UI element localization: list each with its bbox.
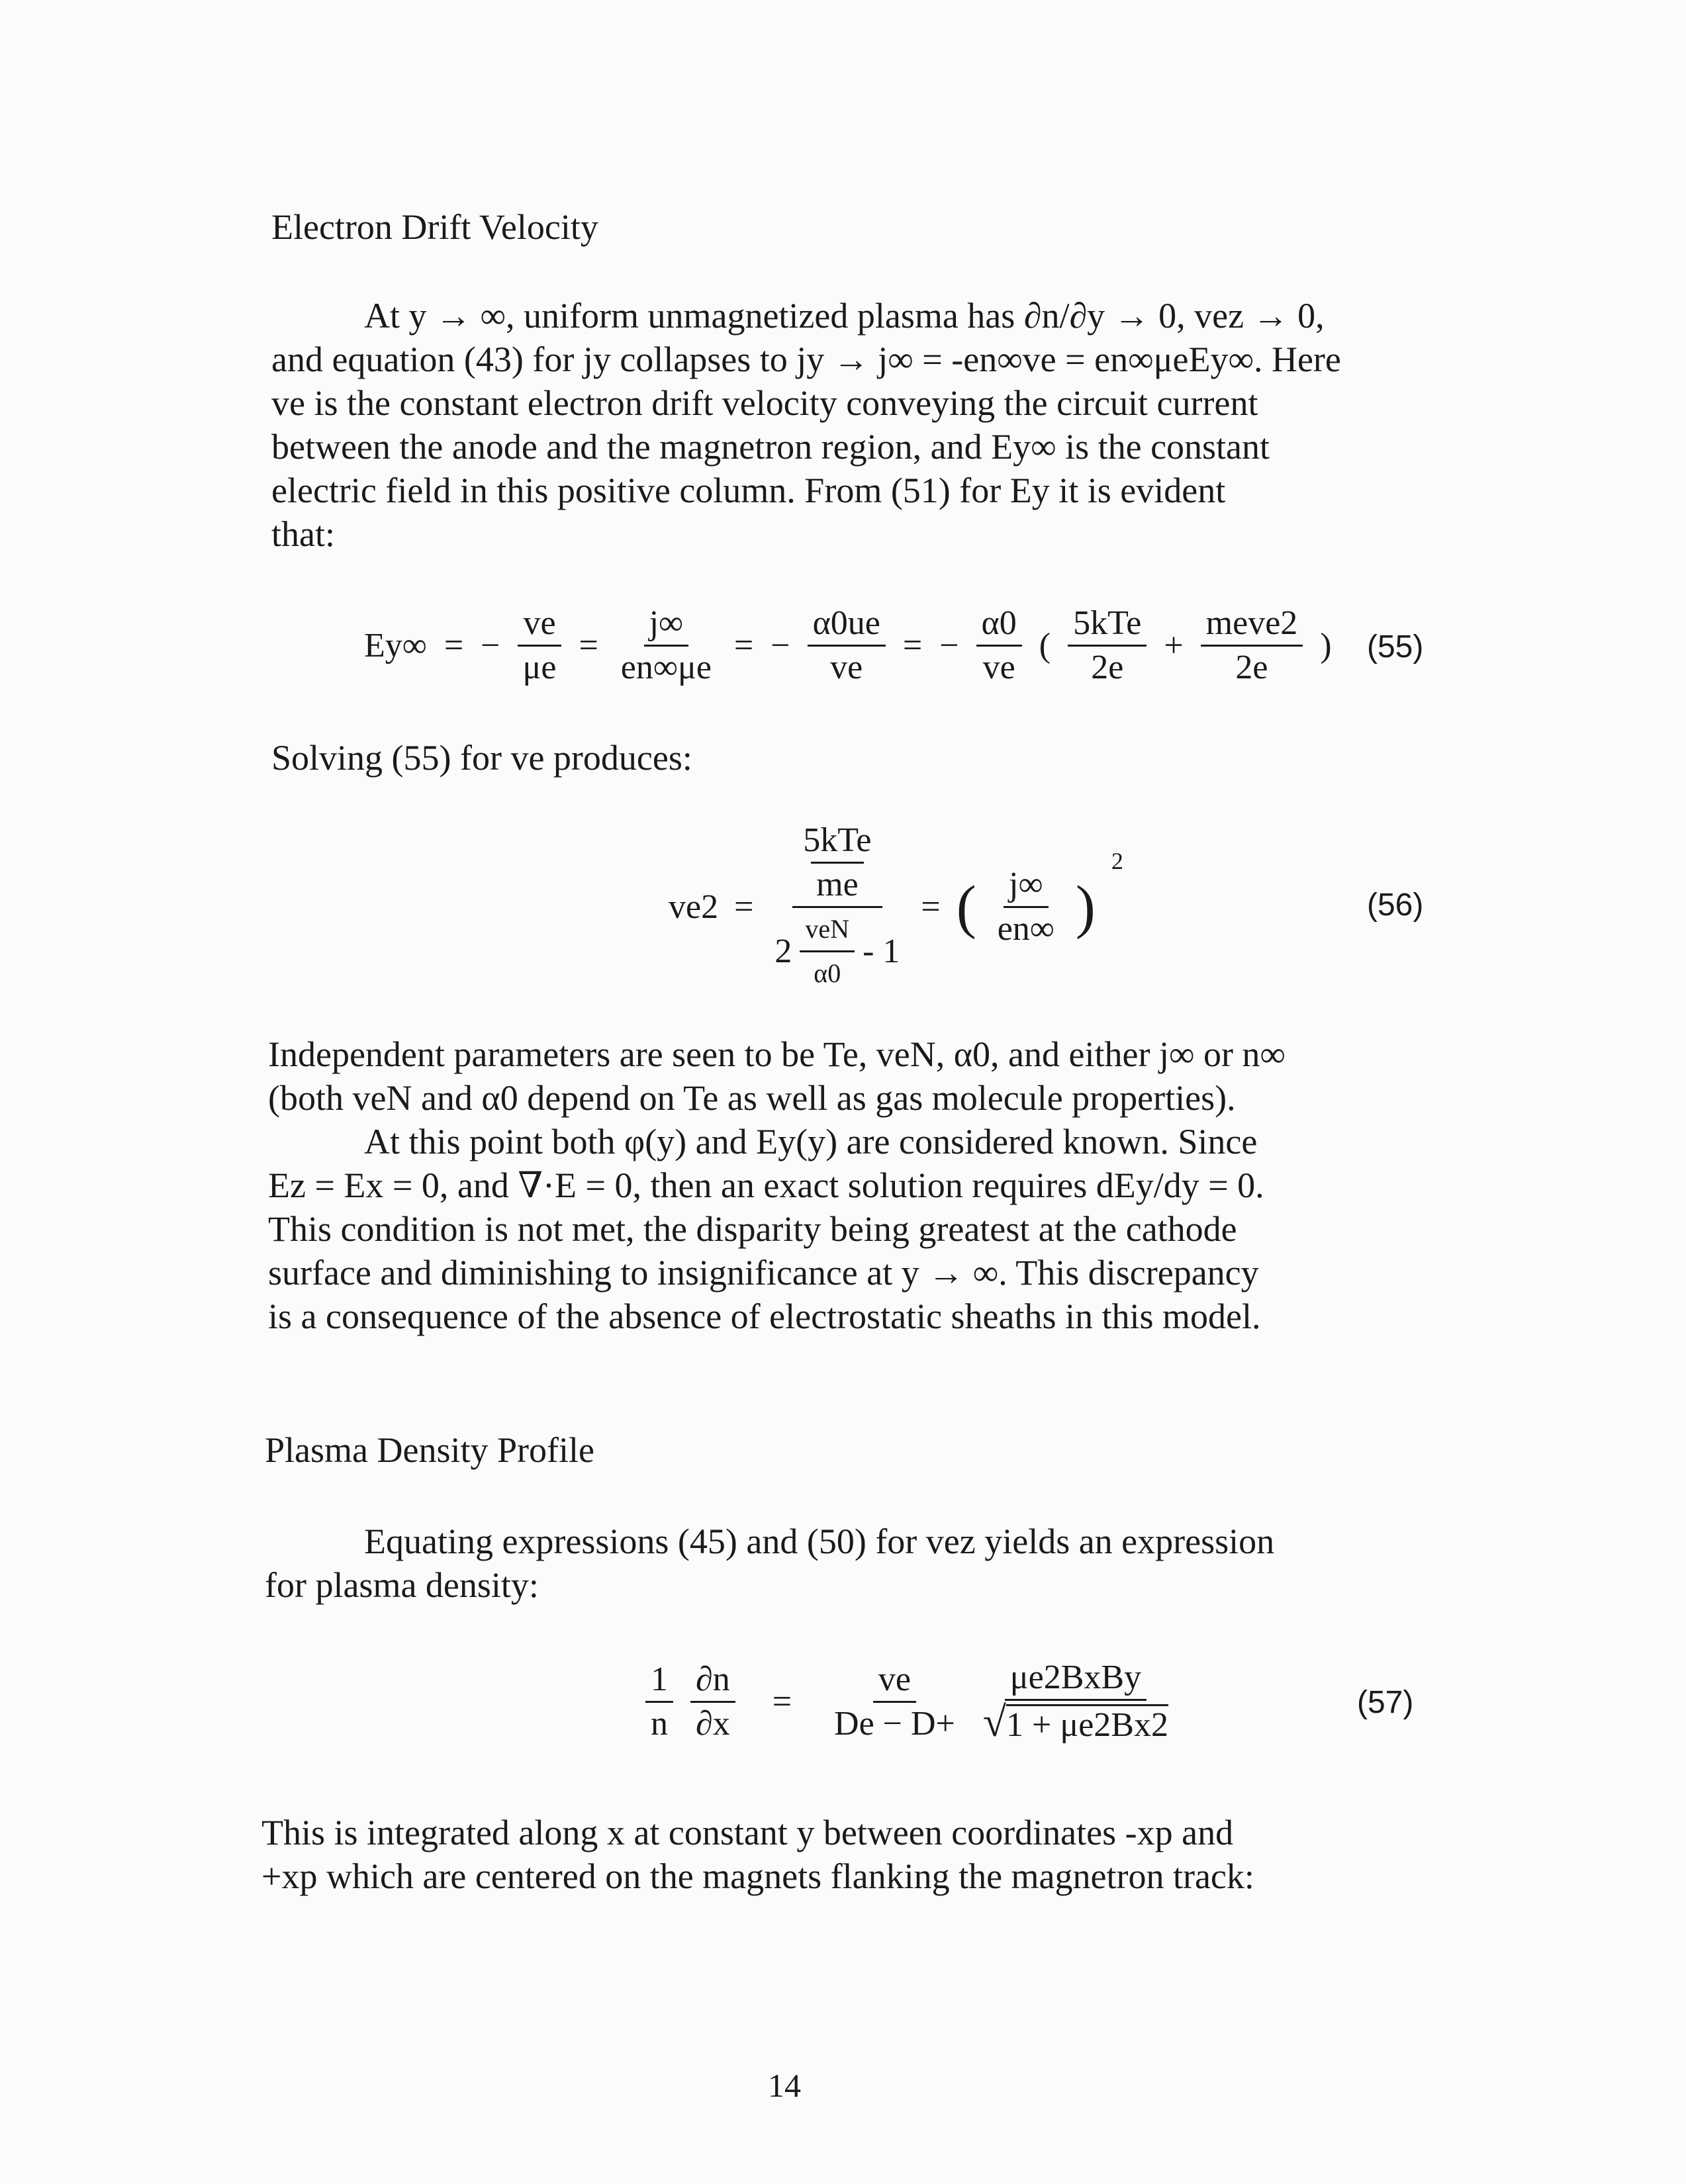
eq55-term1: $\frac{ve}{\mu e}$ bbox=[518, 604, 562, 688]
paragraph-plasma-intro bbox=[265, 1520, 1274, 1607]
eq57-l1: $\frac{1}{n}$ bbox=[645, 1660, 673, 1744]
page-number: 14 bbox=[768, 2067, 801, 2104]
eq57-l2: $\frac{\partial n}{\partial x}$ bbox=[690, 1660, 735, 1744]
equation-56: ve2 = $\frac{\text{5kTe}}{me}$ 2 $\frac{\text{veN}}{\alpha 0}$ - 1 = ( $\frac{j\infty}{en\infty}$ ) 2 bbox=[669, 821, 1123, 993]
equation-57: $\frac{1}{n}$ $\frac{\partial n}{\partial x}$ = $\frac{ve}{De - D+}$ $\frac{\text{μe2BxBy}}{√1 + \mu e2Bx2}$ bbox=[645, 1658, 1174, 1745]
section-heading-plasma: Plasma Density Profile bbox=[265, 1430, 594, 1470]
equation-number-57: (57) bbox=[1357, 1685, 1414, 1720]
text-line: Independent parameters are seen to be Te, veN, α0, and either j∞ or n∞ bbox=[268, 1034, 1286, 1074]
section-heading-drift: Electron Drift Velocity bbox=[271, 207, 598, 247]
eq55-term5: $\frac{\text{5kTe}}{2e}$ bbox=[1068, 604, 1147, 688]
text-line: +xp which are centered on the magnets flanking the magnetron track: bbox=[261, 1856, 1254, 1896]
text-line: surface and diminishing to insignificance at y → ∞. This discrepancy bbox=[268, 1253, 1259, 1293]
text-line: is a consequence of the absence of electrostatic sheaths in this model. bbox=[268, 1297, 1261, 1336]
text-line: This is integrated along x at constant y between coordinates -xp and bbox=[261, 1813, 1234, 1852]
text-line: (both veN and α0 depend on Te as well as gas molecule properties). bbox=[268, 1078, 1236, 1118]
eq55-term6: $\frac{\text{meve2}}{2e}$ bbox=[1201, 604, 1303, 688]
eq55-term2: $\frac{j\infty}{en\infty\mu e}$ bbox=[620, 604, 712, 686]
text-line: Equating expressions (45) and (50) for vez yields an expression bbox=[364, 1522, 1275, 1561]
eq57-r1: $\frac{ve}{De - D+}$ bbox=[834, 1660, 955, 1743]
eq56-main-fraction: $\frac{\text{5kTe}}{me}$ 2 $\frac{\text{veN}}{\alpha 0}$ - 1 bbox=[774, 821, 900, 988]
eq55-lhs: Ey∞ bbox=[364, 627, 427, 664]
text-line: between the anode and the magnetron region, and Ey∞ is the constant bbox=[271, 427, 1270, 467]
text-line: electric field in this positive column. From (51) for Ey it is evident bbox=[271, 471, 1226, 510]
text-line: that: bbox=[271, 514, 335, 554]
text-line: Ez = Ex = 0, and ∇·E = 0, then an exact solution requires dEy/dy = 0. bbox=[268, 1165, 1264, 1205]
eq55-term4: $\frac{\alpha 0}{ve}$ bbox=[976, 604, 1022, 688]
eq55-term3: $\frac{\alpha 0ue}{ve}$ bbox=[808, 604, 886, 688]
equation-number-55: (55) bbox=[1367, 629, 1424, 664]
text-line: and equation (43) for jy collapses to jy → j∞ = -en∞ve = en∞μeEy∞. Here bbox=[271, 340, 1341, 379]
text-line: ve is the constant electron drift velocity conveying the circuit current bbox=[271, 383, 1258, 423]
paragraph-plasma-integration bbox=[261, 1811, 1254, 1898]
eq56-rhs: $\frac{j\infty}{en\infty}$ bbox=[997, 866, 1054, 948]
equation-number-56: (56) bbox=[1367, 887, 1424, 923]
text-line: for plasma density: bbox=[265, 1565, 539, 1605]
text-line: At y → ∞, uniform unmagnetized plasma has ∂n/∂y → 0, vez → 0, bbox=[364, 296, 1325, 336]
text-line: At this point both φ(y) and Ey(y) are considered known. Since bbox=[364, 1122, 1258, 1161]
text-line: This condition is not met, the disparity being greatest at the cathode bbox=[268, 1209, 1237, 1249]
eq56-lhs: ve2 bbox=[669, 888, 719, 926]
paragraph-drift-parameters bbox=[268, 1032, 1286, 1338]
paragraph-drift-intro bbox=[271, 294, 1341, 556]
eq57-r2: $\frac{\text{μe2BxBy}}{√1 + \mu e2Bx2}$ bbox=[982, 1659, 1168, 1745]
text-solving: Solving (55) for ve produces: bbox=[271, 738, 692, 778]
equation-55: Ey∞ = − $\frac{ve}{\mu e}$ = $\frac{j\infty}{en\infty\mu e}$ = − $\frac{\alpha 0ue}{ve}$ = − $\frac{\alpha 0}{ve}$ ( $\frac{\text{5kTe}}{2e}$ + $\frac{\text{meve2}}{2e}$ ) bbox=[364, 604, 1332, 686]
